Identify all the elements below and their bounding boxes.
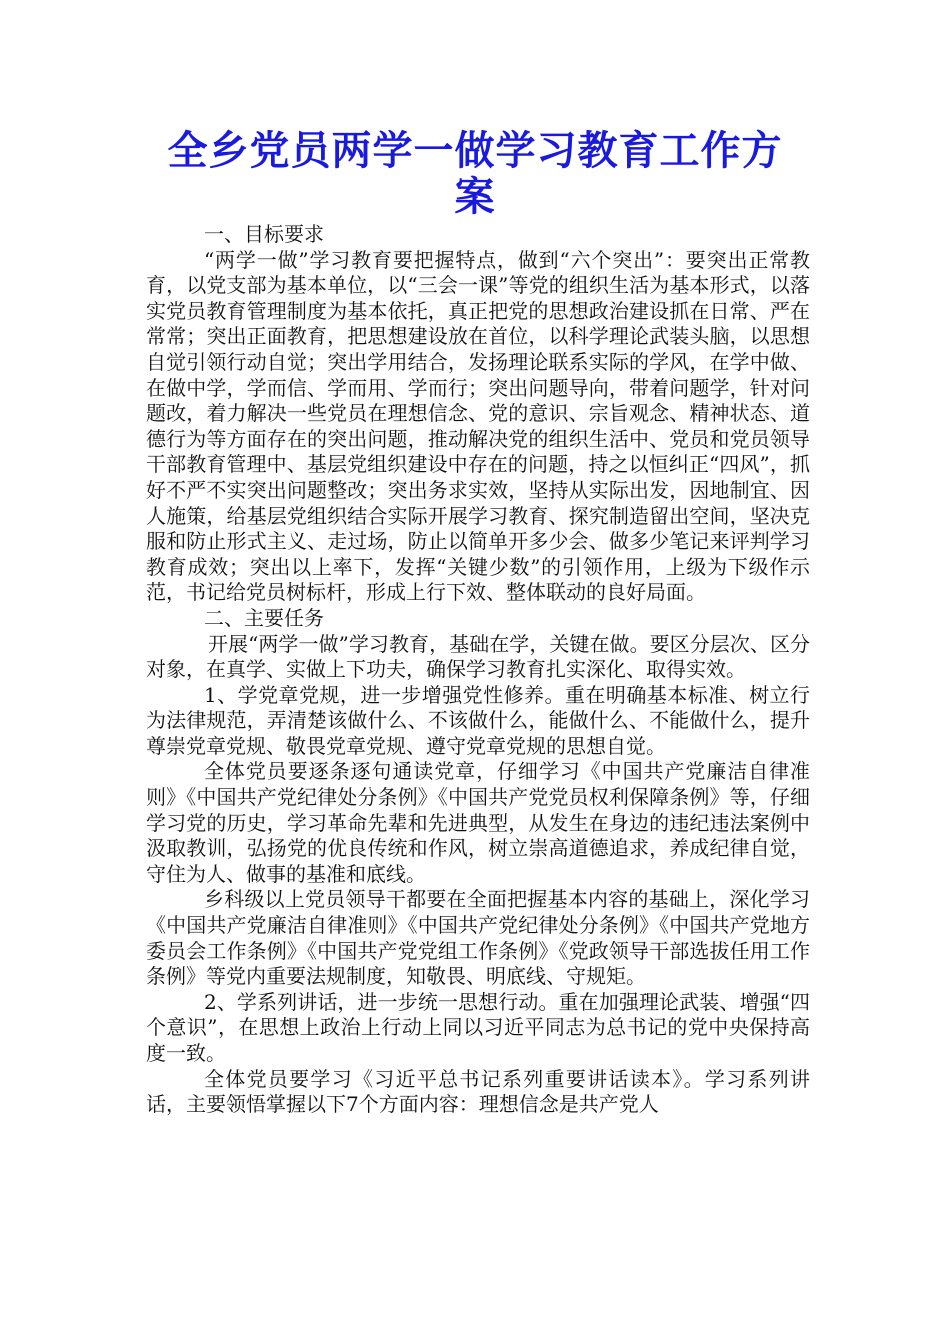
paragraph-six-highlights: “两学一做”学习教育要把握特点，做到“六个突出”：要突出正常教育，以党支部为基本单位，以“三会一课”等党的组织生活为基本形式，以落实党员教育管理制度为基本依托，真正把党的思想政治建设抓在日常、严在常常；突出正面教育，把思想建设放在首位，以科学理论武装头脑，以思想自觉引领行动自觉；突出学用结合，发扬理论联系实际的学风，在学中做、在做中学，学而信、学而用、学而行；突出问题导向，带着问题学，针对问题改，着力解决一些党员在理想信念、党的意识、宗旨观念、精神状态、道德行为等方面存在的突出问题，推动解决党的组织生活中、党员和党员领导干部教育管理中、基层党组织建设中存在的问题，持之以恒纠正“四风”，抓好不严不实突出问题整改；突出务求实效，坚持从实际出发，因地制宜、因人施策，给基层党组织结合实际开展学习教育、探究制造留出空间，坚决克服和防止形式主义、走过场，防止以简单开多少会、做多少笔记来评判学习教育成效；突出以上率下，发挥“关键少数”的引领作用，上级为下级作示范，书记给党员树标杆，形成上行下效、整体联动的良好局面。: [146, 247, 810, 605]
paragraph-leaders-study: 乡科级以上党员领导干都要在全面把握基本内容的基础上，深化学习《中国共产党廉洁自律准则》《中国共产党纪律处分条例》《中国共产党地方委员会工作条例》《中国共产党党组工作条例》《党政领导干部选拔任用工作条例》等党内重要法规制度，知敬畏、明底线、守规矩。: [146, 887, 810, 989]
document-body: [146, 222, 810, 1118]
paragraph-task-1: 1、学党章党规，进一步增强党性修养。重在明确基本标准、树立行为法律规范，弄清楚该做什么、不该做什么，能做什么、不能做什么，提升尊崇党章党规、敬畏党章党规、遵守党章党规的思想自觉。: [146, 682, 810, 758]
section-heading-tasks: 二、主要任务: [204, 605, 324, 630]
document-title: 全乡党员两学一做学习教育工作方案: [167, 127, 783, 220]
section-heading-goals: 一、目标要求: [204, 222, 324, 246]
paragraph-speech-study: 全体党员要学习《习近平总书记系列重要讲话读本》。学习系列讲话，主要领悟掌握以下7个方面内容：理想信念是共产党人: [146, 1066, 810, 1117]
paragraph-tasks-intro: 开展“两学一做”学习教育，基础在学，关键在做。要区分层次、区分对象，在真学、实做上下功夫，确保学习教育扎实深化、取得实效。: [146, 631, 810, 682]
paragraph-task-2: 2、学系列讲话，进一步统一思想行动。重在加强理论武装、增强“四个意识”，在思想上政治上行动上同以习近平同志为总书记的党中央保持高度一致。: [146, 989, 810, 1065]
paragraph-all-members-study: 全体党员要逐条逐句通读党章，仔细学习《中国共产党廉洁自律准则》《中国共产党纪律处分条例》《中国共产党党员权利保障条例》等，仔细学习党的历史，学习革命先辈和先进典型，从发生在身边的违纪违法案例中汲取教训，弘扬党的优良传统和作风，树立崇高道德追求，养成纪律自觉，守住为人、做事的基准和底线。: [146, 759, 810, 886]
